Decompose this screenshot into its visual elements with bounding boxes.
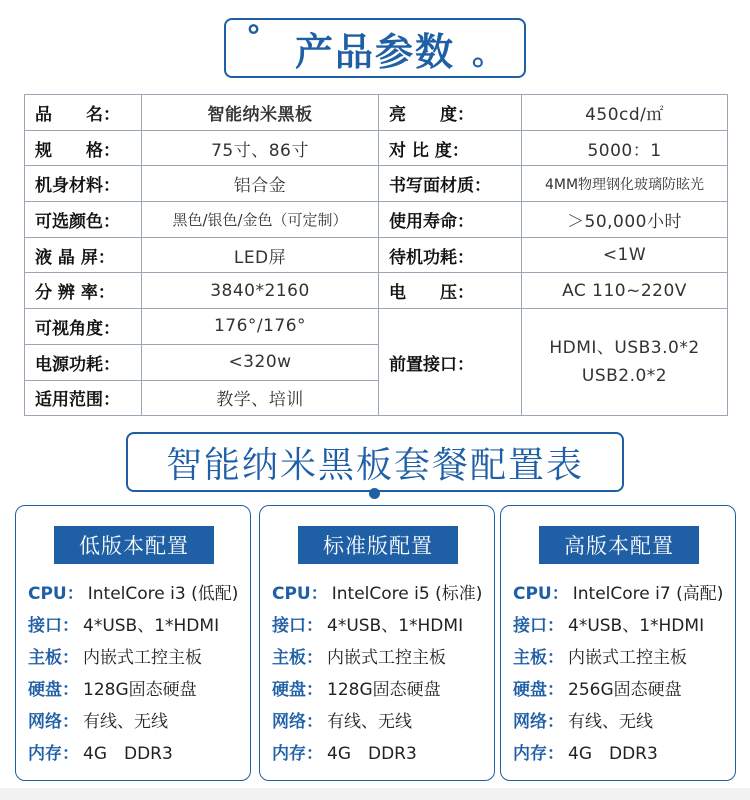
card-key: CPU： — [28, 584, 84, 604]
card-row — [28, 578, 246, 610]
ports-line-2: USB2.0*2 — [581, 366, 668, 387]
card-key: 主板： — [513, 648, 564, 668]
card-key: 接口： — [513, 616, 564, 636]
card-value: 4G DDR3 — [83, 744, 173, 764]
card-row — [28, 674, 246, 706]
card-row — [272, 674, 490, 706]
spec-label: 可选颜色： — [25, 202, 142, 238]
spec-value: LED屏 — [142, 237, 379, 273]
spec-label: 书写面材质： — [379, 166, 522, 202]
spec-row — [25, 166, 728, 202]
page-title-box — [224, 18, 526, 78]
bottom-strip — [0, 788, 750, 800]
card-rows — [272, 578, 490, 770]
card-key: 内存： — [28, 744, 79, 764]
card-key: 网络： — [513, 712, 564, 732]
spec-value: 教学、培训 — [142, 380, 379, 416]
spec-label: 可视角度： — [25, 309, 142, 345]
spec-label: 待机功耗： — [379, 237, 522, 273]
spec-row — [25, 237, 728, 273]
spec-value: <1W — [522, 237, 728, 273]
spec-row — [25, 202, 728, 238]
card-key: 主板： — [28, 648, 79, 668]
card-title: 标准版配置 — [298, 526, 458, 564]
card-rows — [28, 578, 246, 770]
card-value: 有线、无线 — [83, 712, 168, 732]
card-row — [28, 738, 246, 770]
card-row — [28, 610, 246, 642]
spec-label: 电源功耗： — [25, 344, 142, 380]
card-row — [513, 674, 731, 706]
card-key: 主板： — [272, 648, 323, 668]
package-title-dot — [369, 488, 380, 499]
card-value: 4G DDR3 — [327, 744, 417, 764]
card-value: IntelCore i5 (标准) — [331, 584, 483, 604]
spec-label: 适用范围： — [25, 380, 142, 416]
spec-row — [25, 309, 728, 345]
spec-label: 亮 度： — [379, 95, 522, 131]
card-value: 256G固态硬盘 — [568, 680, 682, 700]
card-row — [272, 706, 490, 738]
card-value: 有线、无线 — [568, 712, 653, 732]
card-key: 内存： — [513, 744, 564, 764]
card-key: CPU： — [513, 584, 569, 604]
spec-value-ports — [522, 309, 728, 416]
card-value: 4*USB、1*HDMI — [83, 616, 220, 636]
card-row — [272, 578, 490, 610]
card-row — [28, 706, 246, 738]
card-value: IntelCore i7 (高配) — [572, 584, 724, 604]
card-value: 内嵌式工控主板 — [568, 648, 687, 668]
card-value: 4G DDR3 — [568, 744, 658, 764]
card-row — [513, 578, 731, 610]
card-row — [513, 642, 731, 674]
spec-value: ＞50,000小时 — [522, 202, 728, 238]
card-value: 128G固态硬盘 — [83, 680, 197, 700]
spec-row — [25, 130, 728, 166]
spec-value: AC 110~220V — [522, 273, 728, 309]
config-card-low — [15, 505, 251, 781]
spec-label-ports: 前置接口： — [379, 309, 522, 416]
page-title: 产品参数 — [294, 29, 455, 74]
spec-value: 4MM物理钢化玻璃防眩光 — [522, 166, 728, 202]
card-value: 内嵌式工控主板 — [327, 648, 446, 668]
package-title-box — [126, 432, 624, 492]
config-card-high — [500, 505, 736, 781]
spec-label: 机身材料： — [25, 166, 142, 202]
card-title: 高版本配置 — [539, 526, 699, 564]
card-value: 有线、无线 — [327, 712, 412, 732]
spec-value: <320w — [142, 344, 379, 380]
spec-value: 智能纳米黑板 — [142, 95, 379, 131]
card-row — [513, 610, 731, 642]
card-key: 硬盘： — [272, 680, 323, 700]
title-end-mark: 。 — [471, 34, 506, 72]
spec-label: 电 压： — [379, 273, 522, 309]
card-row — [513, 738, 731, 770]
card-key: 接口： — [272, 616, 323, 636]
spec-value: 5000：1 — [522, 130, 728, 166]
package-title: 智能纳米黑板套餐配置表 — [165, 444, 584, 486]
card-key: 接口： — [28, 616, 79, 636]
spec-label: 分 辨 率： — [25, 273, 142, 309]
card-row — [513, 706, 731, 738]
card-row — [272, 610, 490, 642]
spec-table — [24, 94, 728, 416]
spec-label: 液 晶 屏： — [25, 237, 142, 273]
card-key: CPU： — [272, 584, 328, 604]
spec-value: 450cd/㎡ — [522, 95, 728, 131]
card-value: 4*USB、1*HDMI — [327, 616, 464, 636]
spec-label: 品 名： — [25, 95, 142, 131]
spec-label: 使用寿命： — [379, 202, 522, 238]
card-value: 内嵌式工控主板 — [83, 648, 202, 668]
card-key: 硬盘： — [28, 680, 79, 700]
card-row — [28, 642, 246, 674]
card-rows — [513, 578, 731, 770]
title-degree-mark: ° — [246, 20, 263, 55]
spec-row — [25, 95, 728, 131]
card-value: 128G固态硬盘 — [327, 680, 441, 700]
spec-value: 黑色/银色/金色（可定制） — [142, 202, 379, 238]
card-value: IntelCore i3 (低配) — [87, 584, 239, 604]
spec-value: 铝合金 — [142, 166, 379, 202]
spec-row — [25, 273, 728, 309]
ports-line-1: HDMI、USB3.0*2 — [549, 338, 700, 359]
card-key: 网络： — [28, 712, 79, 732]
card-value: 4*USB、1*HDMI — [568, 616, 705, 636]
spec-value: 176°/176° — [142, 309, 379, 345]
spec-value: 3840*2160 — [142, 273, 379, 309]
spec-value: 75寸、86寸 — [142, 130, 379, 166]
card-key: 内存： — [272, 744, 323, 764]
spec-label: 规 格： — [25, 130, 142, 166]
card-row — [272, 642, 490, 674]
card-title: 低版本配置 — [54, 526, 214, 564]
config-card-standard — [259, 505, 495, 781]
spec-label: 对 比 度： — [379, 130, 522, 166]
card-key: 硬盘： — [513, 680, 564, 700]
card-key: 网络： — [272, 712, 323, 732]
card-row — [272, 738, 490, 770]
